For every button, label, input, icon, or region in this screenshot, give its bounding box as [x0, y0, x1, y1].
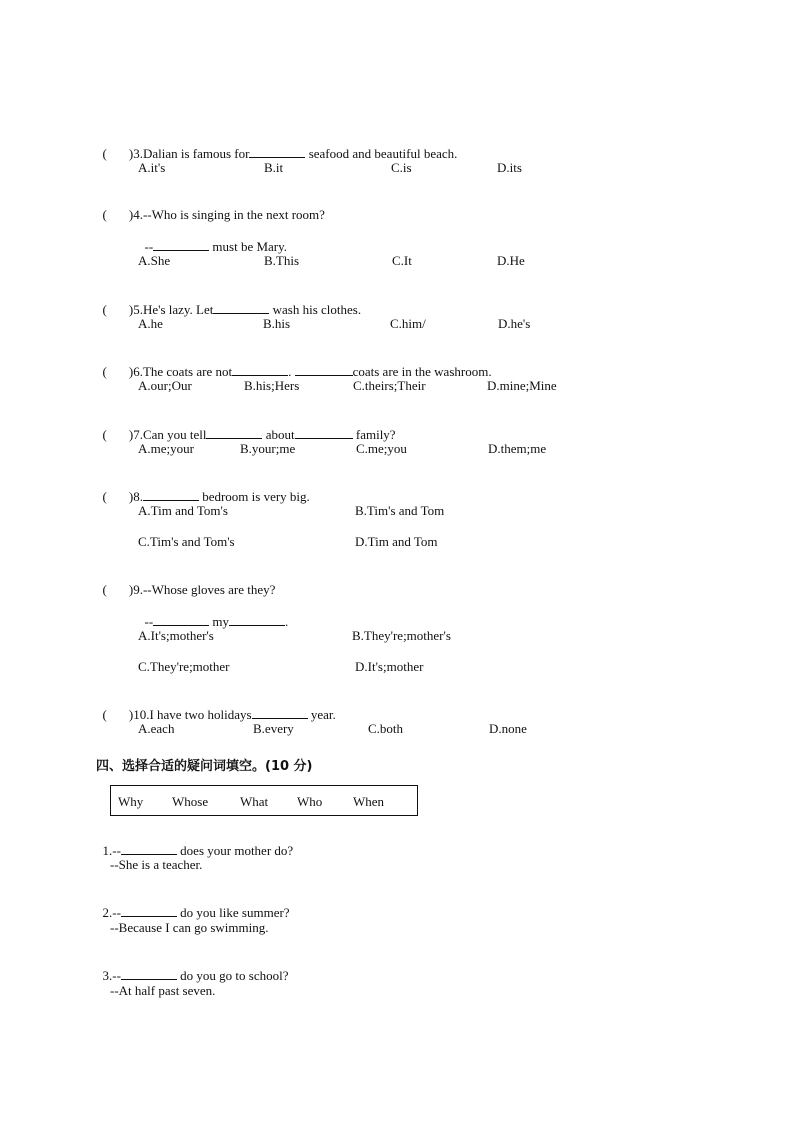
stem-text: my: [209, 614, 230, 629]
question-number: 5.: [133, 302, 143, 317]
stem-text: --Who is singing in the next room?: [142, 207, 325, 222]
item-prefix: 3.--: [102, 968, 121, 983]
option-b: B.every: [253, 721, 294, 736]
paren-open: (: [102, 489, 107, 504]
fill-blank[interactable]: [213, 301, 269, 314]
paren-open: (: [102, 302, 107, 317]
stem-text: Can you tell: [142, 427, 207, 442]
question-3: [96, 129, 457, 162]
option-d: D.none: [489, 721, 527, 736]
question-9: [96, 566, 275, 598]
stem-text: Dalian is famous for: [142, 146, 250, 161]
fill-answer-3: --At half past seven.: [110, 983, 216, 998]
stem-text: --Whose gloves are they?: [142, 582, 276, 597]
stem-text: about: [262, 427, 295, 442]
paren-close: ): [128, 582, 134, 597]
fill-blank[interactable]: [249, 145, 305, 158]
paren-close: ): [128, 427, 134, 442]
fill-blank[interactable]: [206, 426, 262, 439]
option-c: C.They're;mother: [138, 659, 230, 674]
fill-blank[interactable]: [153, 238, 209, 251]
paren-close: ): [128, 489, 134, 504]
paren-open: (: [102, 146, 107, 161]
option-b: B.his;Hers: [244, 378, 300, 393]
paren-open: (: [102, 364, 107, 379]
paren-open: (: [102, 707, 107, 722]
section-heading: 四、选择合适的疑问词填空。(10 分): [96, 759, 313, 774]
option-c: C.It: [392, 253, 412, 268]
stem-text: wash his clothes.: [269, 302, 362, 317]
option-c: C.me;you: [356, 441, 407, 456]
question-number: 6.: [133, 364, 143, 379]
option-c: C.him/: [390, 316, 426, 331]
stem-text: coats are in the washroom.: [352, 364, 492, 379]
item-prefix: 1.--: [102, 843, 121, 858]
option-d: D.its: [497, 160, 522, 175]
question-5: [96, 285, 361, 318]
fill-blank[interactable]: [143, 488, 199, 501]
dialog-prefix: --: [144, 239, 154, 254]
fill-question-1: [96, 826, 293, 859]
question-number: 9.: [133, 582, 143, 597]
stem-text: must be Mary.: [209, 239, 288, 254]
item-text: does your mother do?: [176, 843, 294, 858]
option-c: C.theirs;Their: [353, 378, 426, 393]
question-9-line2: [138, 597, 288, 630]
question-4: [96, 191, 325, 223]
fill-blank[interactable]: [295, 426, 353, 439]
fill-blank[interactable]: [121, 967, 177, 980]
paren-close: ): [128, 146, 134, 161]
paren-close: ): [128, 364, 134, 379]
option-b: B.it: [264, 160, 284, 175]
question-4-line2: [138, 222, 287, 255]
question-number: 10.: [133, 707, 150, 722]
fill-answer-2: --Because I can go swimming.: [110, 920, 269, 935]
paren-close: ): [128, 707, 134, 722]
option-a: A.it's: [138, 160, 166, 175]
option-a: A.me;your: [138, 441, 194, 456]
item-text: do you like summer?: [176, 905, 290, 920]
option-d: D.It's;mother: [355, 659, 424, 674]
stem-text: He's lazy. Let: [142, 302, 214, 317]
stem-text: .: [285, 614, 289, 629]
option-a: A.It's;mother's: [138, 628, 214, 643]
option-b: B.This: [264, 253, 300, 268]
question-7: [96, 410, 396, 443]
word-bank-box: [110, 785, 418, 816]
option-a: A.She: [138, 253, 171, 268]
option-a: A.our;Our: [138, 378, 192, 393]
fill-blank[interactable]: [252, 706, 308, 719]
fill-blank[interactable]: [121, 904, 177, 917]
option-a: A.Tim and Tom's: [138, 503, 228, 518]
option-b: B.They're;mother's: [352, 628, 451, 643]
option-b: B.Tim's and Tom: [355, 503, 445, 518]
dialog-prefix: --: [144, 614, 154, 629]
option-d: D.mine;Mine: [487, 378, 557, 393]
word-bank-item: What: [240, 794, 269, 809]
fill-blank[interactable]: [229, 613, 285, 626]
option-d: D.them;me: [488, 441, 547, 456]
paren-close: ): [128, 207, 134, 222]
stem-text: .: [288, 364, 295, 379]
item-prefix: 2.--: [102, 905, 121, 920]
word-bank-item: Whose: [172, 794, 209, 809]
option-a: A.each: [138, 721, 175, 736]
stem-text: seafood and beautiful beach.: [305, 146, 458, 161]
paren-open: (: [102, 582, 107, 597]
fill-blank[interactable]: [232, 363, 288, 376]
fill-question-3: [96, 951, 289, 984]
question-number: 7.: [133, 427, 143, 442]
stem-text: year.: [307, 707, 336, 722]
option-b: B.your;me: [240, 441, 296, 456]
option-c: C.Tim's and Tom's: [138, 534, 235, 549]
word-bank-item: When: [353, 794, 385, 809]
option-b: B.his: [263, 316, 291, 331]
stem-text: bedroom is very big.: [198, 489, 310, 504]
option-a: A.he: [138, 316, 163, 331]
stem-text: The coats are not: [142, 364, 233, 379]
paren-open: (: [102, 207, 107, 222]
fill-blank[interactable]: [121, 842, 177, 855]
question-8: [96, 472, 310, 505]
fill-question-2: [96, 888, 290, 921]
stem-text: family?: [352, 427, 396, 442]
question-number: 8.: [133, 489, 143, 504]
item-text: do you go to school?: [176, 968, 289, 983]
fill-answer-1: --She is a teacher.: [110, 857, 203, 872]
option-c: C.is: [391, 160, 412, 175]
stem-text: I have two holidays: [149, 707, 252, 722]
word-bank-item: Who: [297, 794, 323, 809]
paren-open: (: [102, 427, 107, 442]
option-d: D.he's: [498, 316, 531, 331]
question-6: [96, 347, 492, 380]
paren-close: ): [128, 302, 134, 317]
word-bank-item: Why: [118, 794, 144, 809]
question-10: [96, 690, 336, 723]
fill-blank[interactable]: [295, 363, 353, 376]
option-c: C.both: [368, 721, 404, 736]
question-number: 3.: [133, 146, 143, 161]
question-number: 4.: [133, 207, 143, 222]
option-d: D.Tim and Tom: [355, 534, 438, 549]
option-d: D.He: [497, 253, 525, 268]
fill-blank[interactable]: [153, 613, 209, 626]
